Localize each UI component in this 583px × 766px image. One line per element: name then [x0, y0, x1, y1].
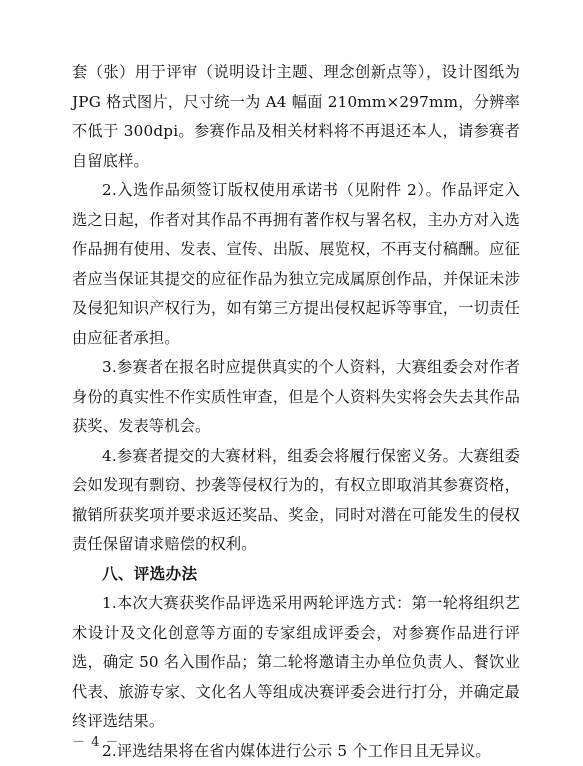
page-body: [72, 58, 520, 766]
paragraph-personal-info: 3.参赛者在报名时应提供真实的个人资料，大赛组委会对作者身份的真实性不作实质性审查，但是个人资料失实将会失去其作品获奖、发表等机会。: [72, 353, 520, 442]
section-heading: 八、评选办法: [72, 560, 520, 590]
paragraph-publication: 2.评选结果将在省内媒体进行公示 5 个工作日且无异议。: [72, 737, 520, 766]
paragraph-confidentiality: 4.参赛者提交的大赛材料，组委会将履行保密义务。大赛组委会如发现有剽窃、抄袭等侵权行为的，有权立即取消其参赛资格，撤销所获奖项并要求返还奖品、奖金，同时对潜在可能发生的侵权责任保留请求赔偿的权利。: [72, 442, 520, 560]
paragraph-submission-format: 套（张）用于评审（说明设计主题、理念创新点等），设计图纸为 JPG 格式图片，尺寸统一为 A4 幅面 210mm×297mm，分辨率不低于 300dpi。参赛作品及相关材料将不再退还本人，请参赛者自留底样。: [72, 58, 520, 176]
paragraph-evaluation-method: 1.本次大赛获奖作品评选采用两轮评选方式：第一轮将组织艺术设计及文化创意等方面的专家组成评委会，对参赛作品进行评选，确定 50 名入围作品；第二轮将邀请主办单位负责人、餐饮业代表、旅游专家、文化名人等组成决赛评委会进行打分，并确定最终评选结果。: [72, 589, 520, 737]
paragraph-copyright: 2.入选作品须签订版权使用承诺书（见附件 2）。作品评定入选之日起，作者对其作品不再拥有著作权与署名权，主办方对入选作品拥有使用、发表、宣传、出版、展览权，不再支付稿酬。应征者应当保证其提交的应征作品为独立完成属原创作品，并保证未涉及侵犯知识产权行为，如有第三方提出侵权起诉等事宜，一切责任由应征者承担。: [72, 176, 520, 353]
page-number: － 4 －: [72, 735, 120, 751]
